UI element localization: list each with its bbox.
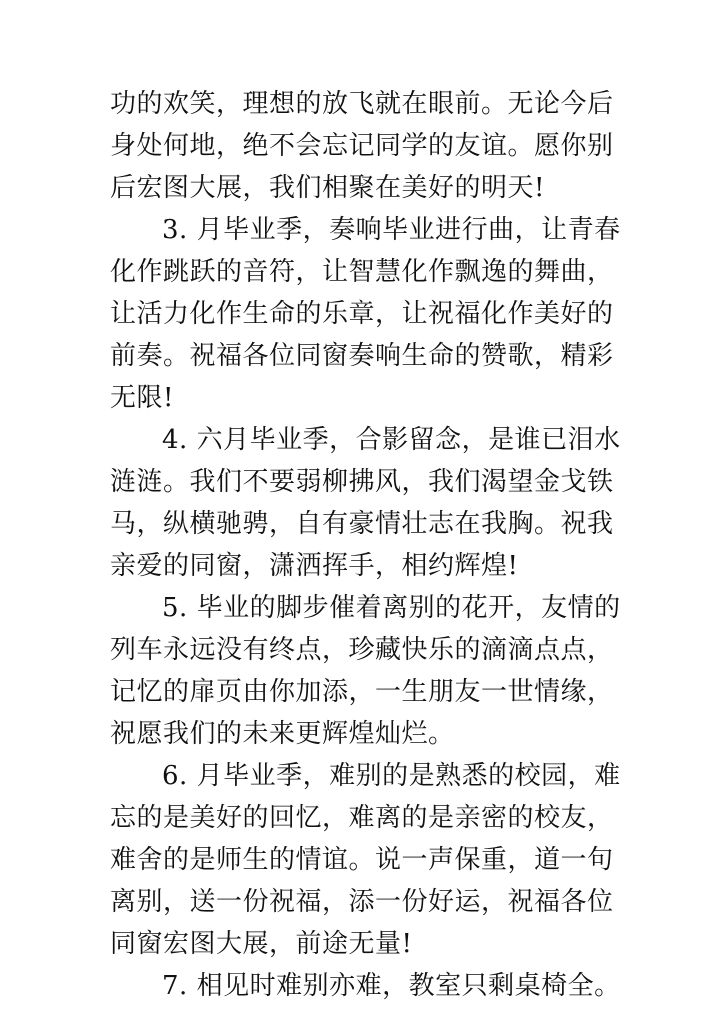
paragraph-start-6: 6. 月毕业季，难别的是熟悉的校园，难 [162,761,621,791]
text-line: 后宏图大展，我们相聚在美好的明天! [110,173,545,203]
text-line: 列车永远没有终点，珍藏快乐的滴滴点点， [110,635,614,665]
text-line: 功的欢笑，理想的放飞就在眼前。无论今后 [110,89,614,119]
text-line: 同窗宏图大展，前途无量! [110,929,413,959]
text-line: 记忆的扉页由你加添，一生朋友一世情缘， [110,677,614,707]
text-line: 离别，送一份祝福，添一份好运，祝福各位 [110,887,614,917]
paragraph-start-5: 5. 毕业的脚步催着离别的花开，友情的 [162,593,621,623]
text-line: 身处何地，绝不会忘记同学的友谊。愿你别 [110,131,614,161]
paragraph-start-3: 3. 月毕业季，奏响毕业进行曲，让青春 [162,215,621,245]
text-line: 涟涟。我们不要弱柳拂风，我们渴望金戈铁 [110,467,614,497]
text-line: 无限! [110,383,174,413]
text-line: 难舍的是师生的情谊。说一声保重，道一句 [110,845,614,875]
text-line: 化作跳跃的音符，让智慧化作飘逸的舞曲， [110,257,614,287]
text-line: 忘的是美好的回忆，难离的是亲密的校友， [110,803,614,833]
text-line: 祝愿我们的未来更辉煌灿烂。 [110,719,455,749]
text-line: 亲爱的同窗，潇洒挥手，相约辉煌! [110,551,519,581]
text-line: 马，纵横驰骋，自有豪情壮志在我胸。祝我 [110,509,614,539]
paragraph-start-7: 7. 相见时难别亦难，教室只剩桌椅全。 [162,971,621,1001]
paragraph-start-4: 4. 六月毕业季，合影留念，是谁已泪水 [162,425,621,455]
text-line: 前奏。祝福各位同窗奏响生命的赞歌，精彩 [110,341,614,371]
text-line: 让活力化作生命的乐章，让祝福化作美好的 [110,299,614,329]
